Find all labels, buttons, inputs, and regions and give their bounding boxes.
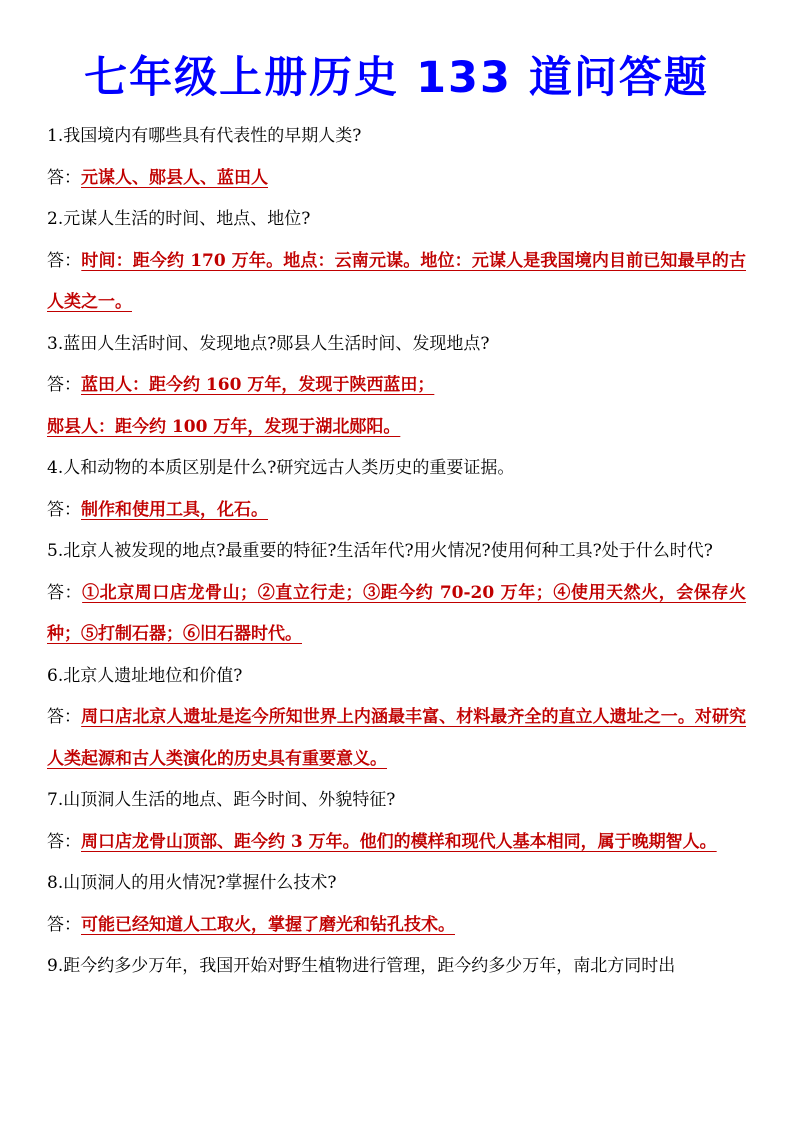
- answer-line: [47, 365, 746, 407]
- question-text: 8.山顶洞人的用火情况?掌握什么技术?: [47, 873, 337, 893]
- answer-text: 可能已经知道人工取火，掌握了磨光和钻孔技术。: [81, 914, 455, 935]
- question-text: 3.蓝田人生活时间、发现地点?郧县人生活时间、发现地点?: [47, 333, 490, 354]
- answer-text: 周口店北京人遗址是迄今所知世界上内涵最丰富、材料最齐全的直立人遗址之一。对研究人类起源和古人类演化的历史具有重要意义。: [47, 707, 747, 769]
- answer-prefix: 答：: [47, 375, 81, 395]
- answer-line: [47, 407, 746, 449]
- qa-item: [47, 324, 746, 449]
- answer-line: [47, 573, 746, 656]
- qa-list: [47, 116, 746, 988]
- qa-item: [47, 946, 746, 988]
- question-text: 6.北京人遗址地位和价值?: [47, 665, 243, 686]
- answer-prefix: 答：: [47, 582, 83, 603]
- qa-item: [47, 448, 746, 531]
- answer-text: 郧县人：距今约 100 万年，发现于湖北郧阳。: [47, 416, 401, 437]
- answer-prefix: 答：: [47, 499, 81, 520]
- answer-prefix: 答：: [47, 831, 81, 852]
- qa-item: [47, 199, 746, 324]
- qa-item: [47, 780, 746, 863]
- question-text: 1.我国境内有哪些具有代表性的早期人类?: [47, 126, 362, 146]
- answer-text: 时间：距今约 170 万年。地点：云南元谋。地位：元谋人是我国境内目前已知最早的古人类之一。: [47, 250, 746, 312]
- answer-text: 制作和使用工具，化石。: [81, 499, 268, 520]
- qa-item: [47, 116, 746, 199]
- question-text: 5.北京人被发现的地点?最重要的特征?生活年代?用火情况?使用何种工具?处于什么时代?: [47, 541, 713, 561]
- question-text: 2.元谋人生活的时间、地点、地位?: [47, 209, 311, 229]
- qa-item: [47, 531, 746, 656]
- answer-prefix: 答：: [47, 167, 81, 188]
- qa-item: [47, 863, 746, 946]
- question-text: 4.人和动物的本质区别是什么?研究远古人类历史的重要证据。: [47, 458, 515, 478]
- answer-text: ①北京周口店龙骨山；②直立行走；③距今约 70-20 万年；④使用天然火，会保存火种；⑤打制石器；⑥旧石器时代。: [47, 582, 746, 644]
- answer-line: [47, 490, 746, 532]
- qa-item: [47, 656, 746, 781]
- answer-prefix: 答：: [47, 250, 82, 271]
- question-text: 7.山顶洞人生活的地点、距今时间、外貌特征?: [47, 790, 396, 810]
- answer-text: 元谋人、郧县人、蓝田人: [81, 167, 268, 188]
- answer-text: 蓝田人：距今约 160 万年，发现于陕西蓝田；: [81, 375, 435, 395]
- page-title: 七年级上册历史 133 道问答题: [84, 53, 709, 103]
- answer-prefix: 答：: [47, 707, 82, 727]
- answer-line: [47, 697, 746, 780]
- answer-prefix: 答：: [47, 914, 81, 935]
- question-text: 9.距今约多少万年，我国开始对野生植物进行管理，距今约多少万年，南北方同时出: [47, 956, 676, 976]
- answer-line: [47, 241, 746, 324]
- answer-line: [47, 905, 746, 947]
- answer-line: [47, 158, 746, 200]
- answer-line: [47, 822, 746, 864]
- answer-text: 周口店龙骨山顶部、距今约 3 万年。他们的模样和现代人基本相同，属于晚期智人。: [81, 831, 717, 852]
